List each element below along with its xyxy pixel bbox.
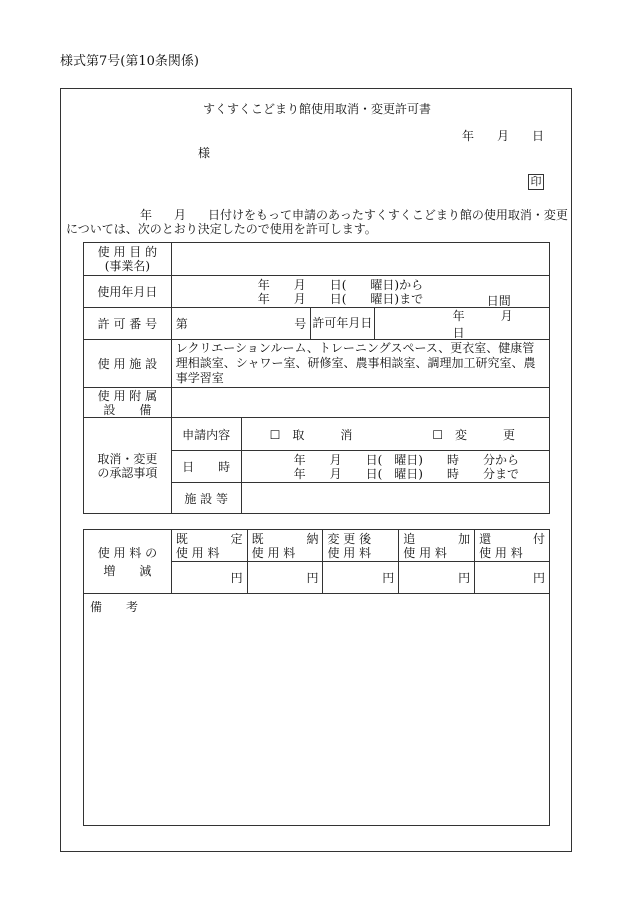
fee-col-header-fixed: 既 定 使 用 料	[171, 530, 247, 562]
intro-text-line2: については、次のとおり決定したので使用を許可します。	[66, 222, 377, 236]
fee-col-header-after-change: 変 更 後 使 用 料	[323, 530, 399, 562]
addressee-suffix: 様	[198, 146, 211, 160]
fee-paid-amount[interactable]: 円	[247, 562, 323, 594]
permit-date-label: 許可年月日	[311, 308, 374, 339]
permit-number-value[interactable]: 第 号	[171, 308, 310, 340]
facilities-value[interactable]	[241, 483, 549, 514]
issue-date-month: 月	[497, 129, 510, 143]
permit-table	[83, 242, 550, 514]
remarks-cell[interactable]	[84, 594, 550, 826]
intro-text-line1: 日付けをもって申請のあったすくすくこどまり館の使用取消・変更	[208, 208, 568, 222]
datetime-label: 日 時	[171, 451, 241, 483]
document-title: すくすくこどまり館使用取消・変更許可書	[203, 102, 432, 116]
fee-table	[83, 529, 550, 826]
form-reference: 様式第7号(第10条関係)	[60, 54, 199, 69]
usage-days: 日間	[486, 294, 511, 308]
request-content-label: 申請内容	[171, 418, 241, 451]
remarks-label: 備 考	[90, 600, 139, 614]
usage-date-value[interactable]: 年 月 日( 曜日)から 年 月 日( 曜日)まで 日間	[171, 276, 549, 308]
facilities-label: 施 設 等	[171, 483, 241, 514]
fee-after-change-amount[interactable]: 円	[323, 562, 399, 594]
fee-additional-amount[interactable]: 円	[399, 562, 475, 594]
attached-equipment-label: 使 用 附 属 設 備	[84, 388, 172, 418]
fee-refund-amount[interactable]: 円	[475, 562, 550, 594]
fee-col-header-additional: 追 加 使 用 料	[399, 530, 475, 562]
fee-col-header-paid: 既 納 使 用 料	[247, 530, 323, 562]
issue-date-year: 年	[462, 129, 475, 143]
permit-date-value: 年 月 日	[452, 308, 549, 340]
request-content-options[interactable]	[241, 418, 549, 451]
purpose-value[interactable]	[171, 243, 549, 276]
fee-change-label: 使 用 料 の 増 減	[84, 530, 172, 594]
seal-mark: 印	[528, 174, 544, 190]
intro-year: 年	[140, 208, 153, 222]
purpose-label: 使 用 目 的 (事業名)	[84, 243, 172, 276]
facility-label: 使 用 施 設	[84, 340, 172, 388]
permit-number-label: 許 可 番 号	[84, 308, 172, 340]
permit-date-cell[interactable]	[311, 308, 550, 340]
datetime-value[interactable]: 年 月 日( 曜日) 時 分から 年 月 日( 曜日) 時 分まで	[241, 451, 549, 483]
cancel-checkbox[interactable]: ☐ 取 消	[269, 427, 353, 442]
usage-date-label: 使用年月日	[84, 276, 172, 308]
issue-date-day: 日	[532, 129, 545, 143]
change-approval-label: 取消・変更 の承認事項	[84, 418, 172, 514]
change-checkbox[interactable]: ☐ 変 更	[432, 427, 515, 442]
facility-value: レクリエーションルーム、トレーニングスペース、更衣室、健康管理相談室、シャワー室、研修室、農事相談室、調理加工研究室、農事学習室	[171, 340, 549, 388]
fee-col-header-refund: 還 付 使 用 料	[475, 530, 550, 562]
attached-equipment-value[interactable]	[171, 388, 549, 418]
intro-month: 月	[174, 208, 187, 222]
fee-fixed-amount[interactable]: 円	[171, 562, 247, 594]
